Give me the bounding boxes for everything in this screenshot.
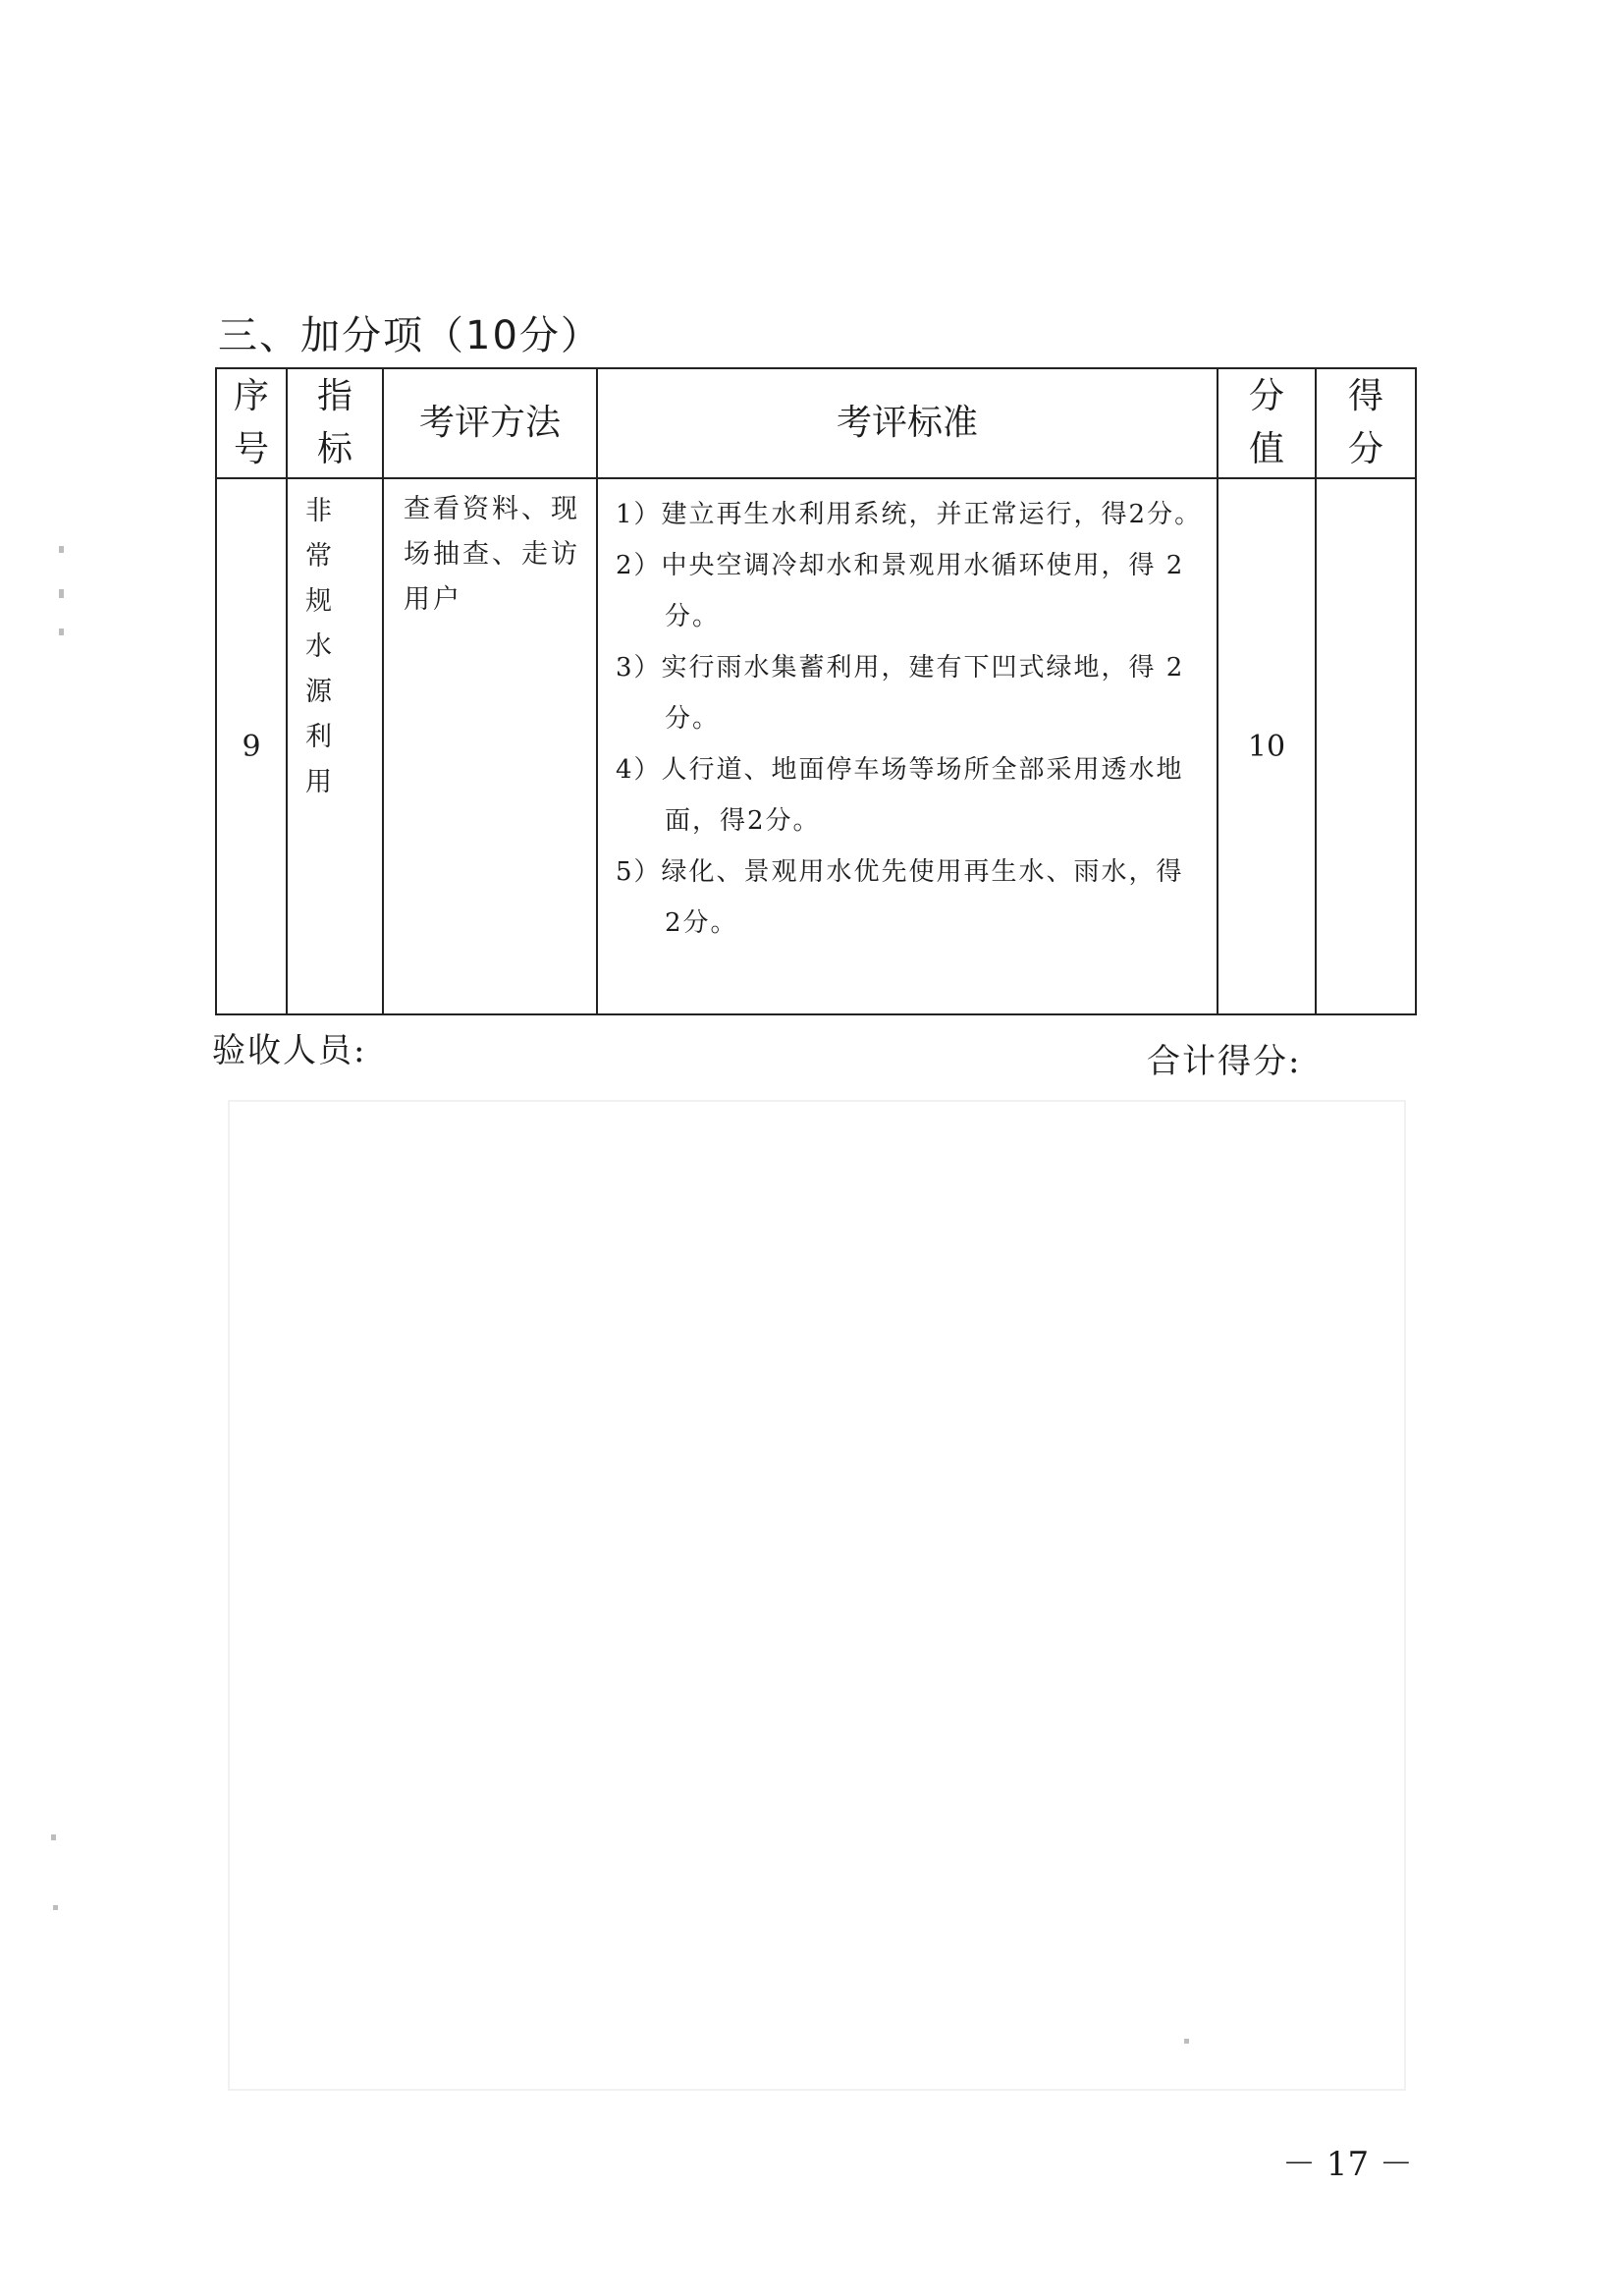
- header-seq-line2: 号: [233, 429, 269, 469]
- header-obtained: [1316, 368, 1416, 478]
- criteria-line-cont: 分。: [665, 704, 721, 734]
- method-line: 查看资料、现: [404, 494, 580, 524]
- criteria-line: 1）建立再生水利用系统，并正常运行，得2分。: [616, 500, 1203, 529]
- header-score-line1: 分: [1248, 376, 1284, 416]
- header-seq: [216, 368, 287, 478]
- header-indicator: [287, 368, 383, 478]
- cell-seq: 9: [216, 478, 287, 1014]
- method-line: 场抽查、走访: [404, 539, 580, 570]
- indicator-line: 非常: [305, 496, 350, 572]
- criteria-item: [616, 540, 1205, 642]
- scan-speck: [51, 1834, 56, 1840]
- cell-score: 10: [1218, 478, 1316, 1014]
- criteria-line: 3）实行雨水集蓄利用，建有下凹式绿地，得 2: [616, 653, 1185, 683]
- scoring-table-wrapper: [215, 367, 1417, 1015]
- criteria-line-cont: 分。: [665, 602, 721, 631]
- scan-speck: [53, 1905, 58, 1910]
- scan-speck: [59, 546, 64, 553]
- header-score: [1218, 368, 1316, 478]
- criteria-line: 5）绿化、景观用水优先使用再生水、雨水，得: [616, 857, 1184, 887]
- criteria-item: [616, 847, 1205, 949]
- section-title: 三、加分项（10分）: [218, 313, 602, 358]
- criteria-line-cont: 2分。: [665, 908, 738, 938]
- scan-speck: [59, 629, 64, 635]
- method-line: 用户: [404, 584, 462, 615]
- header-method: 考评方法: [383, 368, 597, 478]
- criteria-item: [616, 744, 1205, 847]
- table-row: [216, 478, 1416, 1014]
- table-header-row: [216, 368, 1416, 478]
- cell-indicator: [287, 478, 383, 1014]
- inspector-label: 验收人员:: [212, 1031, 367, 1070]
- header-indicator-line1: 指: [316, 376, 352, 416]
- criteria-line: 4）人行道、地面停车场等场所全部采用透水地: [616, 755, 1184, 785]
- header-criteria: 考评标准: [597, 368, 1218, 478]
- header-indicator-line2: 标: [316, 429, 352, 469]
- indicator-line: 源利: [305, 677, 350, 752]
- criteria-line: 2）中央空调冷却水和景观用水循环使用，得 2: [616, 551, 1185, 580]
- criteria-item: [616, 642, 1205, 744]
- scan-speck: [59, 589, 64, 598]
- criteria-item: [616, 489, 1205, 540]
- total-score-label: 合计得分:: [1147, 1042, 1302, 1081]
- bleed-through-frame: [228, 1100, 1406, 2091]
- header-obtained-line1: 得: [1347, 376, 1383, 416]
- scoring-table: [215, 367, 1417, 1015]
- cell-method: [383, 478, 597, 1014]
- header-score-line2: 值: [1248, 429, 1284, 469]
- criteria-line-cont: 面，得2分。: [665, 806, 821, 836]
- header-obtained-line2: 分: [1347, 429, 1383, 469]
- header-seq-line1: 序: [233, 376, 269, 416]
- cell-obtained[interactable]: [1316, 478, 1416, 1014]
- scan-speck: [1184, 2039, 1189, 2044]
- cell-criteria: [597, 478, 1218, 1014]
- indicator-line: 用: [305, 767, 350, 797]
- indicator-line: 规水: [305, 586, 350, 662]
- page-number: － 17 －: [1282, 2145, 1413, 2184]
